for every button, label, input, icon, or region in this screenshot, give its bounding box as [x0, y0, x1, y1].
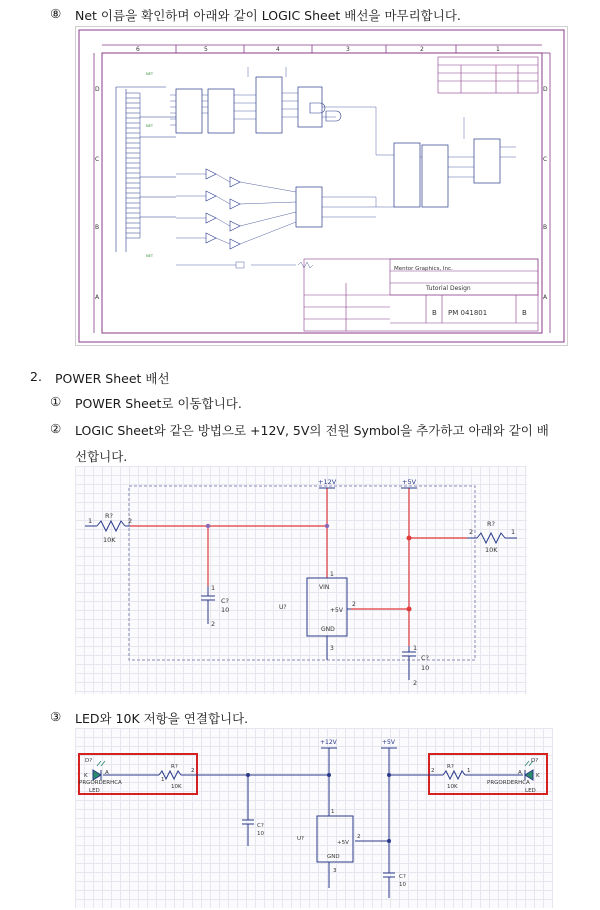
c-left-pin2: 2	[211, 620, 216, 628]
r2-right-pin2: 2	[431, 768, 435, 774]
zone-letter: C	[543, 156, 548, 163]
led-connection-figure	[75, 728, 553, 908]
led-right-part: PRGORDERHCA	[487, 780, 530, 786]
r-left-pin2: 2	[128, 517, 133, 525]
svg-text:NET: NET	[146, 72, 153, 76]
title-block-size: B	[432, 309, 437, 317]
net-5v-label: +5V	[402, 478, 417, 486]
step-8-text: Net 이름을 확인하며 아래와 같이 LOGIC Sheet 배선을 마무리합니다.	[75, 8, 461, 23]
c-left-pin1: 1	[211, 584, 216, 592]
r2-right-value: 10K	[447, 784, 458, 790]
c2-left-ref: C?	[257, 823, 264, 829]
r2-left-pin2: 2	[191, 768, 195, 774]
u-pin-vin: VIN	[319, 584, 330, 591]
u-pin3: 3	[330, 645, 334, 652]
u2-pin-gnd: GND	[327, 854, 340, 860]
zone-letter: B	[95, 224, 100, 231]
step-3-text: LED와 10K 저항을 연결합니다.	[75, 711, 249, 726]
c-right-pin2: 2	[413, 679, 418, 687]
net2-12v-label: +12V	[320, 739, 337, 746]
led-right-label: LED	[525, 788, 536, 794]
led-left-part: PRGORDERHCA	[79, 780, 122, 786]
title-block-rev: B	[522, 309, 527, 317]
zone-num: 2	[420, 46, 424, 53]
zone-letter: B	[543, 224, 548, 231]
c-left-value: 10	[221, 606, 230, 614]
u2-pin2: 2	[357, 834, 361, 840]
r-left-value: 10K	[103, 536, 116, 544]
r-left-pin1: 1	[88, 517, 93, 525]
r2-right-pin1: 1	[467, 768, 471, 774]
u-pin1: 1	[330, 571, 334, 578]
c2-right-ref: C?	[399, 874, 406, 880]
svg-text:NET: NET	[146, 124, 153, 128]
c-right-ref: C?	[421, 654, 429, 662]
r-right-pin2: 2	[469, 528, 474, 536]
step-2-text-cont: 선합니다.	[75, 449, 128, 464]
c2-right-value: 10	[399, 882, 406, 888]
section-number: 2.	[30, 369, 42, 384]
section-title: POWER Sheet 배선	[55, 371, 170, 386]
zone-letter: C	[95, 156, 100, 163]
u-pin2: 2	[352, 601, 356, 608]
u-pin-gnd: GND	[321, 626, 335, 633]
r2-right-ref: R?	[447, 764, 454, 770]
r2-left-pin1: 1	[161, 777, 165, 783]
u-pin-vout: +5V	[330, 607, 343, 614]
led-right-pin-a: A	[518, 770, 522, 776]
zone-letter: A	[543, 294, 548, 301]
zone-num: 6	[136, 46, 140, 53]
net2-5v-label: +5V	[382, 739, 395, 746]
c2-left-value: 10	[257, 831, 264, 837]
zone-num: 1	[496, 46, 500, 53]
u2-pin1: 1	[331, 809, 335, 815]
title-block-company: Mentor Graphics, Inc.	[394, 266, 453, 272]
c-right-value: 10	[421, 664, 430, 672]
zone-letter: D	[95, 86, 100, 93]
u2-pin-vout: +5V	[337, 840, 349, 846]
step-marker: ②	[50, 421, 62, 436]
r2-left-value: 10K	[171, 784, 182, 790]
step-marker: ⑧	[50, 6, 62, 21]
zone-num: 3	[346, 46, 350, 53]
c-right-pin1: 1	[413, 644, 418, 652]
logic-sheet-figure	[75, 26, 568, 346]
step-2-text: LOGIC Sheet와 같은 방법으로 +12V, 5V의 전원 Symbol을 추가하고 아래와 같이 배	[75, 423, 549, 438]
step-1-text: POWER Sheet로 이동합니다.	[75, 396, 242, 411]
led-left-pin-k: K	[84, 773, 88, 779]
r-right-value: 10K	[485, 546, 498, 554]
zone-letter: A	[95, 294, 100, 301]
led-right-ref: D?	[531, 758, 539, 764]
r2-left-ref: R?	[171, 764, 178, 770]
step-marker: ①	[50, 394, 62, 409]
u2-ref: U?	[297, 836, 304, 842]
r-right-pin1: 1	[511, 528, 516, 536]
net-12v-label: +12V	[318, 478, 337, 486]
title-block-title: Tutorial Design	[426, 285, 471, 292]
led-right-pin-k: K	[536, 773, 540, 779]
title-block-number: PM 041801	[448, 309, 488, 317]
zone-num: 5	[204, 46, 208, 53]
u-ref: U?	[279, 604, 287, 611]
led-left-ref: D?	[85, 758, 93, 764]
power-sheet-figure	[75, 466, 527, 694]
r-left-ref: R?	[105, 512, 113, 520]
led-left-label: LED	[89, 788, 100, 794]
zone-letter: D	[543, 86, 548, 93]
u2-pin3: 3	[333, 868, 337, 874]
zone-num: 4	[276, 46, 280, 53]
led-left-pin-a: A	[105, 770, 109, 776]
r-right-ref: R?	[487, 520, 495, 528]
c-left-ref: C?	[221, 597, 229, 605]
svg-text:NET: NET	[146, 254, 153, 258]
step-marker: ③	[50, 709, 62, 724]
